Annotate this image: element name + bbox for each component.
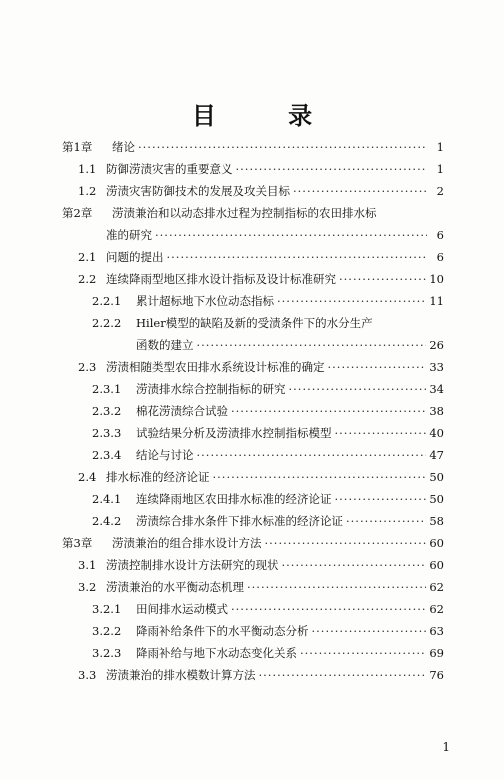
- entry-page: 6: [436, 250, 444, 264]
- toc-entry[interactable]: [62, 532, 444, 554]
- toc-entry[interactable]: [78, 158, 444, 180]
- entry-page: 76: [429, 668, 444, 682]
- entry-page: 58: [429, 514, 444, 528]
- leader-dots: [138, 136, 427, 158]
- entry-number: 3.1: [78, 558, 97, 572]
- entry-page: 1: [436, 162, 444, 176]
- entry-title: 结论与讨论: [136, 448, 194, 462]
- entry-page: 47: [429, 448, 444, 462]
- entry-number: 2.2: [78, 272, 97, 286]
- entry-number: 3.2.3: [92, 646, 122, 660]
- entry-title: 棉花涝渍综合试验: [136, 404, 228, 418]
- entry-title: 排水标准的经济论证: [106, 470, 210, 484]
- toc-entry[interactable]: [62, 136, 444, 158]
- entry-title: 累计超标地下水位动态指标: [136, 294, 274, 308]
- toc-entry[interactable]: [78, 664, 444, 686]
- entry-page: 26: [429, 338, 444, 352]
- entry-title: 涝渍灾害防御技术的发展及攻关目标: [106, 184, 290, 198]
- entry-number: 3.3: [78, 668, 97, 682]
- entry-page: 10: [429, 272, 444, 286]
- toc-entry[interactable]: [78, 246, 444, 268]
- entry-title: 涝渍兼治和以动态排水过程为控制指标的农田排水标: [112, 206, 377, 220]
- entry-number: 3.2: [78, 580, 97, 594]
- entry-title: 连续降雨型地区排水设计指标及设计标准研究: [106, 272, 336, 286]
- toc-entry[interactable]: [62, 202, 444, 224]
- leader-dots: [312, 620, 427, 642]
- entry-title: 连续降雨地区农田排水标准的经济论证: [136, 492, 332, 506]
- entry-title: 试验结果分析及涝渍排水控制指标模型: [136, 426, 332, 440]
- toc-entry[interactable]: [92, 378, 444, 400]
- toc-entry[interactable]: [92, 422, 444, 444]
- toc-entry[interactable]: [92, 642, 444, 664]
- entry-number: 2.3.2: [92, 404, 122, 418]
- entry-page: 1: [436, 140, 444, 154]
- leader-dots: [231, 400, 426, 422]
- entry-title: 涝渍排水综合控制指标的研究: [136, 382, 286, 396]
- toc-entry[interactable]: [92, 290, 444, 312]
- toc-entry[interactable]: [78, 466, 444, 488]
- toc-entry[interactable]: [78, 268, 444, 290]
- toc-entry[interactable]: [78, 554, 444, 576]
- leader-dots: [289, 378, 427, 400]
- entry-page: 62: [429, 580, 444, 594]
- entry-number: 第1章: [62, 140, 93, 154]
- toc-entry[interactable]: [92, 488, 444, 510]
- entry-title: 函数的建立: [136, 338, 194, 352]
- toc-entry[interactable]: [78, 576, 444, 598]
- entry-title: 田间排水运动模式: [136, 602, 228, 616]
- page-title: 目 录: [191, 101, 345, 130]
- entry-page: 33: [429, 360, 444, 374]
- entry-page: 50: [429, 492, 444, 506]
- entry-number: 2.3.1: [92, 382, 122, 396]
- leader-dots: [213, 466, 427, 488]
- entry-page: 2: [436, 184, 444, 198]
- entry-page: 11: [429, 294, 444, 308]
- leader-dots: [167, 246, 428, 268]
- entry-number: 2.3.3: [92, 426, 122, 440]
- leader-dots: [335, 488, 427, 510]
- entry-title: 降雨补给条件下的水平衡动态分析: [136, 624, 309, 638]
- entry-page: 6: [436, 228, 444, 242]
- leader-dots: [259, 664, 427, 686]
- entry-title: 涝渍兼治的水平衡动态机理: [106, 580, 244, 594]
- entry-number: 1.2: [78, 184, 97, 198]
- leader-dots: [197, 444, 427, 466]
- entry-number: 2.4.2: [92, 514, 122, 528]
- entry-title: 降雨补给与地下水动态变化关系: [136, 646, 297, 660]
- toc-entry[interactable]: [92, 444, 444, 466]
- entry-title: 准的研究: [106, 228, 152, 242]
- entry-title: Hiler模型的缺陷及新的受渍条件下的水分生产: [136, 316, 373, 330]
- leader-dots: [300, 642, 426, 664]
- entry-number: 2.4.1: [92, 492, 122, 506]
- toc-entry[interactable]: [92, 598, 444, 620]
- entry-page: 34: [429, 382, 444, 396]
- entry-number: 2.1: [78, 250, 97, 264]
- entry-number: 2.2.2: [92, 316, 122, 330]
- leader-dots: [231, 598, 426, 620]
- toc-entry[interactable]: [92, 312, 444, 334]
- leader-dots: [328, 356, 427, 378]
- leader-dots: [293, 180, 427, 202]
- entry-title: 涝渍兼治的排水模数计算方法: [106, 668, 256, 682]
- leader-dots: [197, 334, 427, 356]
- page-number: 1: [442, 740, 450, 754]
- toc-entry[interactable]: [92, 620, 444, 642]
- toc-entry[interactable]: [92, 400, 444, 422]
- entry-title: 绪论: [112, 140, 135, 154]
- leader-dots: [282, 554, 427, 576]
- entry-number: 2.3: [78, 360, 97, 374]
- entry-page: 60: [429, 536, 444, 550]
- entry-page: 50: [429, 470, 444, 484]
- entry-page: 40: [429, 426, 444, 440]
- entry-number: 2.4: [78, 470, 97, 484]
- entry-title: 防御涝渍灾害的重要意义: [106, 162, 233, 176]
- leader-dots: [247, 576, 426, 598]
- entry-number: 3.2.1: [92, 602, 122, 616]
- entry-number: 2.2.1: [92, 294, 122, 308]
- entry-page: 63: [429, 624, 444, 638]
- entry-title: 涝渍相随类型农田排水系统设计标准的确定: [106, 360, 325, 374]
- leader-dots: [236, 158, 428, 180]
- entry-title: 涝渍兼治的组合排水设计方法: [112, 536, 262, 550]
- entry-page: 60: [429, 558, 444, 572]
- entry-number: 第2章: [62, 206, 93, 220]
- leader-dots: [277, 290, 426, 312]
- entry-page: 62: [429, 602, 444, 616]
- leader-dots: [335, 422, 427, 444]
- entry-page: 38: [429, 404, 444, 418]
- entry-number: 3.2.2: [92, 624, 122, 638]
- leader-dots: [155, 224, 427, 246]
- entry-number: 2.3.4: [92, 448, 122, 462]
- entry-number: 第3章: [62, 536, 93, 550]
- leader-dots: [346, 510, 426, 532]
- entry-title: 问题的提出: [106, 250, 164, 264]
- entry-number: 1.1: [78, 162, 97, 176]
- toc-entry-continued[interactable]: [78, 224, 444, 246]
- entry-page: 69: [429, 646, 444, 660]
- toc-entry-continued[interactable]: [136, 334, 444, 356]
- leader-dots: [265, 532, 427, 554]
- toc-entry[interactable]: [78, 356, 444, 378]
- toc-entry[interactable]: [78, 180, 444, 202]
- entry-title: 涝渍综合排水条件下排水标准的经济论证: [136, 514, 343, 528]
- entry-title: 涝渍控制排水设计方法研究的现状: [106, 558, 279, 572]
- leader-dots: [339, 268, 426, 290]
- toc-entry[interactable]: [92, 510, 444, 532]
